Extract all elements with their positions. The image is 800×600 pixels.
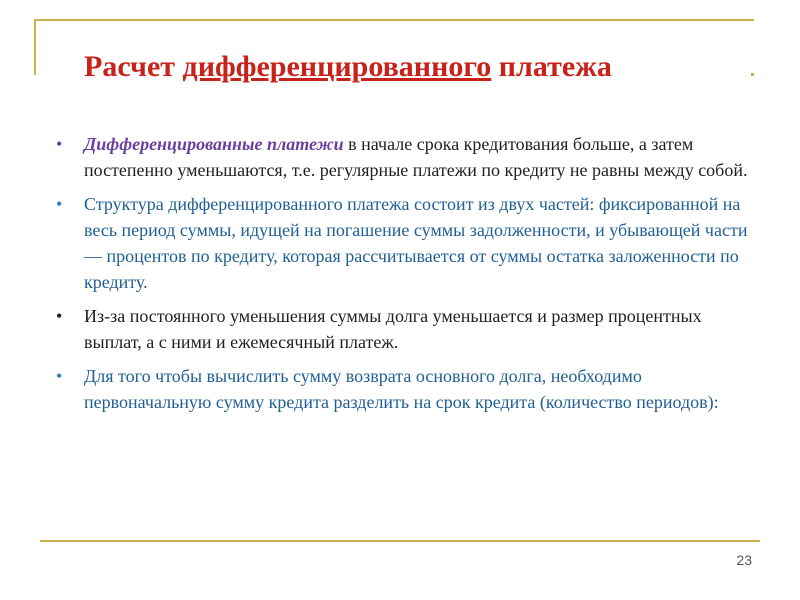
bullet-item-3 [56, 303, 762, 355]
slide-body [56, 131, 762, 423]
bullet-1-text: в начале срока кредитования больше, а затем постепенно уменьшаются, т.е. регулярные платежи по кредиту не равны между собой. [84, 134, 748, 180]
page-number: 23 [736, 552, 752, 568]
bullet-marker: • [56, 134, 63, 154]
bullet-marker: • [56, 366, 63, 386]
bullet-1-emphasis: Дифференцированные платежи [84, 134, 344, 154]
bullet-item-4 [56, 363, 762, 415]
bullet-3-text: Из-за постоянного уменьшения суммы долга уменьшается и размер процентных выплат, а с ними и ежемесячный платеж. [84, 306, 702, 352]
title-underlined-word: дифференцированного [182, 50, 492, 83]
title-prefix: Расчет [84, 50, 183, 83]
bullet-marker: • [56, 194, 63, 214]
bullet-item-2 [56, 191, 762, 295]
bullet-item-1 [56, 131, 762, 183]
frame-left-line [34, 19, 36, 75]
bullet-marker: • [56, 306, 63, 326]
title-suffix: платежа [491, 50, 612, 83]
frame-top-line [34, 19, 754, 21]
bullet-2-text: Структура дифференцированного платежа состоит из двух частей: фиксированной на весь период суммы, идущей на погашение суммы задолженности, и убывающей части — процентов по кредиту, которая рассчитывается от суммы остатка заложенности по кредиту. [84, 194, 748, 292]
bullet-4-text: Для того чтобы вычислить сумму возврата основного долга, необходимо первоначальную сумму кредита разделить на срок кредита (количество периодов): [84, 366, 719, 412]
decorative-dot [751, 73, 754, 76]
frame-bottom-line [40, 540, 760, 542]
slide-title [84, 50, 612, 84]
